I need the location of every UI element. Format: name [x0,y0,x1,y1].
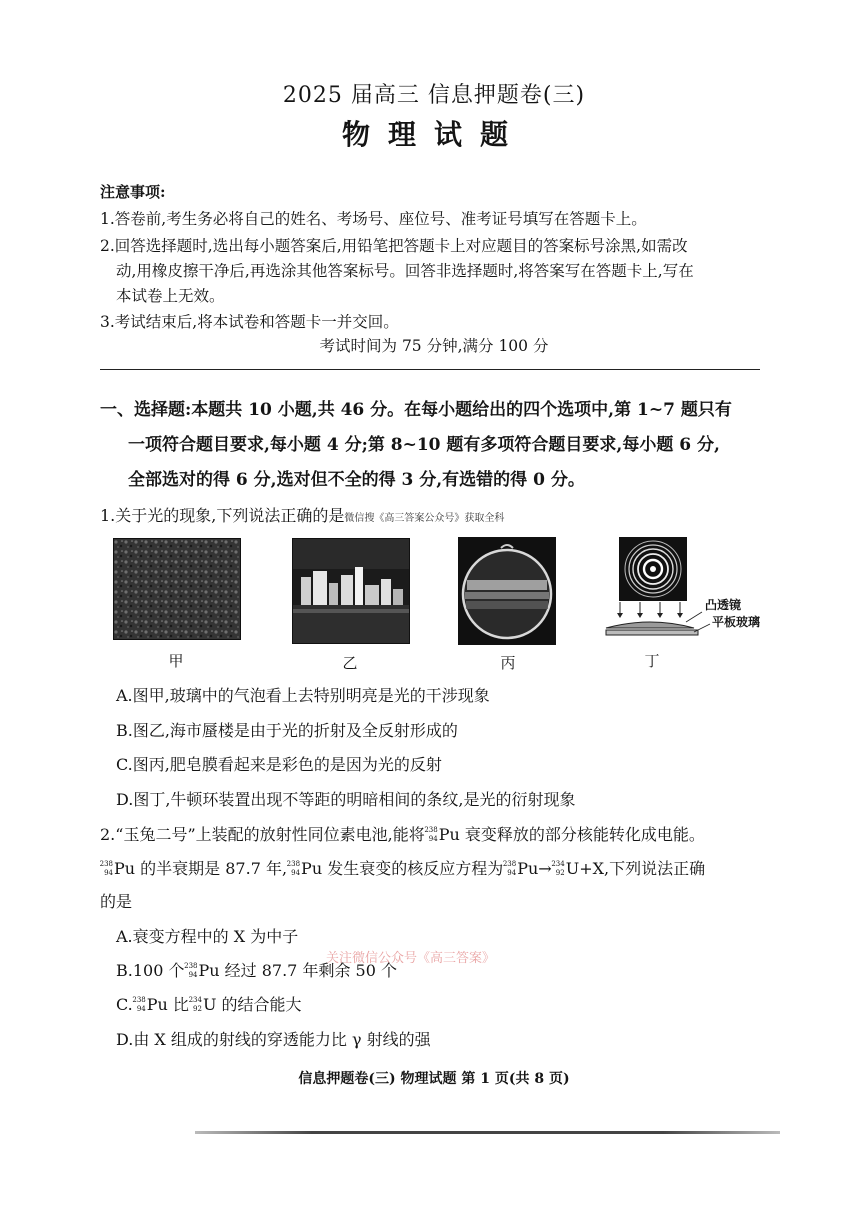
u-nuclide [189,997,203,1013]
pu-mass-number: 238 [99,860,113,868]
pu-atomic-number: 94 [507,869,517,877]
caption-bing: 丙 [500,654,516,672]
q2-option-b-text: Pu 经过 87.7 年剩余 50 个 [198,961,397,980]
q2-text: Pu 发生衰变的核反应方程为 [301,859,504,878]
q2-option-c-text: C. [116,995,133,1014]
q2-option-d: D.由 X 组成的射线的穿透能力比 γ 射线的强 [116,1030,431,1049]
figure-ding-newton-rings [619,537,687,601]
q2-option-b-text: B.100 个 [116,961,185,980]
q2-text: Pu 衰变释放的部分核能转化成电能。 [438,825,705,844]
q1-option-a: A.图甲,玻璃中的气泡看上去特别明亮是光的干涉现象 [116,686,490,705]
pu-mass-number: 238 [286,860,301,868]
q2-text: Pu→ [517,859,552,878]
exam-time: 考试时间为 75 分钟,满分 100 分 [319,337,549,355]
pu-nuclide [184,963,198,979]
pu-nuclide [133,997,147,1013]
section-instructions-2: 一项符合题目要求,每小题 4 分;第 8~10 题有多项符合题目要求,每小题 6 分, [128,435,720,455]
figure-jia-bubbles [113,538,241,640]
pu-nuclide [503,861,517,877]
q2-text: Pu 的半衰期是 87.7 年, [114,859,288,878]
section-instructions-3: 全部选对的得 6 分,选对但不全的得 3 分,有选错的得 0 分。 [128,470,585,490]
divider [100,369,760,370]
q2-stem-line1 [100,822,705,845]
q1-stem-text: 1.关于光的现象,下列说法正确的是 [100,506,345,525]
lens-label: 凸透镜 [705,598,742,612]
pu-atomic-number: 94 [428,835,438,843]
caption-jia: 甲 [168,652,184,670]
q2-option-c [116,992,302,1015]
q2-option-a: A.衰变方程中的 X 为中子 [116,927,299,946]
section-instructions-1: 一、选择题:本题共 10 小题,共 46 分。在每小题给出的四个选项中,第 1~7 题只有 [100,400,732,420]
u-mass-number: 234 [188,996,202,1004]
pu-atomic-number: 94 [136,1005,146,1013]
pu-mass-number: 238 [184,962,198,970]
notice-heading: 注意事项: [100,183,166,201]
u-atomic-number: 92 [193,1005,202,1013]
pu-nuclide [100,861,114,877]
scan-edge-bar [195,1131,780,1134]
notice-item-2-end: 本试卷上无效。 [116,287,225,305]
pu-mass-number: 238 [132,996,146,1004]
pu-nuclide [425,827,439,843]
caption-ding: 丁 [644,652,660,670]
page-footer: 信息押题卷(三) 物理试题 第 1 页(共 8 页) [298,1071,570,1087]
q2-stem-line3: 的是 [100,892,133,911]
pu-mass-number: 238 [424,826,438,834]
u-atomic-number: 92 [555,869,565,877]
figure-bing-soap-film [458,537,556,645]
figure-yi-mirage [292,538,410,644]
pu-mass-number: 238 [502,860,517,868]
notice-item-3: 3.考试结束后,将本试卷和答题卡一并交回。 [100,313,399,331]
subject-title: 物理试题 [341,118,526,151]
q1-stem [100,503,504,526]
q2-stem-line2 [100,856,705,879]
glass-label: 平板玻璃 [712,615,761,629]
notice-item-2-cont: 动,用橡皮擦干净后,再选涂其他答案标号。回答非选择题时,将答案写在答题卡上,写在 [116,262,694,280]
q2-option-c-text: Pu 比 [146,995,189,1014]
q1-option-d: D.图丁,牛顿环装置出现不等距的明暗相间的条纹,是光的衍射现象 [116,790,576,809]
notice-item-1: 1.答卷前,考生务必将自己的姓名、考场号、座位号、准考证号填写在答题卡上。 [100,210,647,228]
pu-atomic-number: 94 [188,971,198,979]
q2-text: U+X,下列说法正确 [565,859,706,878]
exam-title: 2025 届高三 信息押题卷(三) [282,83,586,108]
q2-option-c-text: U 的结合能大 [202,995,302,1014]
watermark: 关注微信公众号《高三答案》 [326,951,496,966]
u-nuclide [552,861,566,877]
pu-atomic-number: 94 [291,869,301,877]
notice-item-2: 2.回答选择题时,选出每小题答案后,用铅笔把答题卡上对应题目的答案标号涂黑,如需改 [100,237,688,255]
u-mass-number: 234 [551,860,565,868]
q2-option-b [116,958,397,981]
caption-yi: 乙 [342,654,358,672]
q1-option-c: C.图丙,肥皂膜看起来是彩色的是因为光的反射 [116,755,442,774]
pu-atomic-number: 94 [104,869,113,877]
pu-nuclide [287,861,301,877]
q2-text: 2.“玉兔二号”上装配的放射性同位素电池,能将 [100,825,425,844]
q1-option-b: B.图乙,海市蜃楼是由于光的折射及全反射形成的 [116,721,458,740]
q1-note: 微信搜《高三答案公众号》获取全科 [344,513,505,524]
